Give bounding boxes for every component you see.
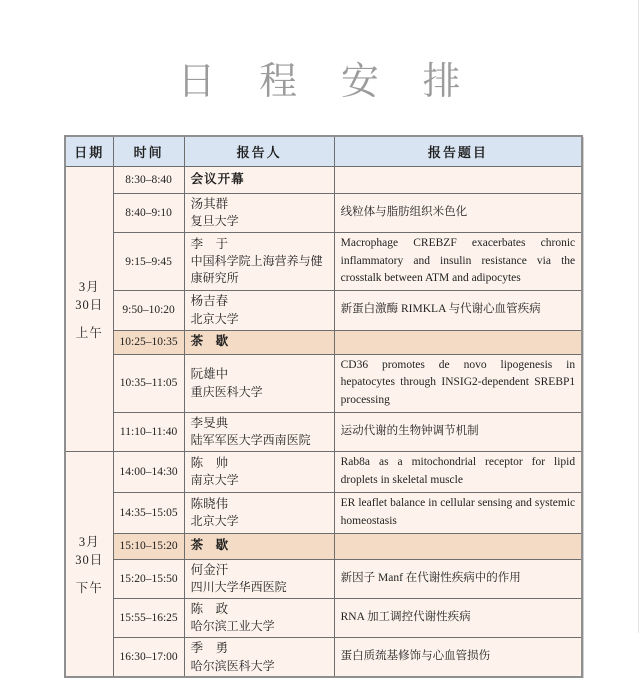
talk-row <box>65 598 582 637</box>
header-title: 报告题目 <box>334 136 582 166</box>
talk-row <box>65 412 582 451</box>
speaker-cell <box>184 598 334 637</box>
header-date: 日期 <box>65 136 113 166</box>
header-row <box>65 136 582 166</box>
time-cell: 8:30–8:40 <box>113 166 184 193</box>
speaker-affiliation: 复旦大学 <box>190 214 239 228</box>
speaker-affiliation: 北京大学 <box>190 311 239 326</box>
talk-title-cell <box>334 166 582 193</box>
talk-title-cell: 新因子 Manf 在代谢性疾病中的作用 <box>334 559 582 598</box>
opening-row <box>65 166 582 193</box>
talk-title-cell: RNA 加工调控代谢性疾病 <box>334 598 582 637</box>
speaker-cell <box>184 559 334 598</box>
time-cell: 15:55–16:25 <box>113 598 184 637</box>
tea-break-row <box>65 533 582 559</box>
schedule-table <box>64 135 583 678</box>
talk-row <box>65 492 582 533</box>
talk-title-cell: 线粒体与脂肪组织米色化 <box>334 193 582 232</box>
speaker-name: 会议开幕 <box>190 171 245 186</box>
speaker-affiliation: 北京大学 <box>190 514 239 529</box>
talk-title-cell: 蛋白质巯基修饰与心血管损伤 <box>334 638 582 678</box>
talk-title-cell: Macrophage CREBZF exacerbates chronic inflammatory and insulin resistance via the crosstalk between ATM and adipocytes <box>334 232 582 290</box>
speaker-affiliation: 中国科学院上海营养与健康研究所 <box>190 254 323 286</box>
talk-row <box>65 354 582 412</box>
speaker-affiliation: 哈尔滨医科大学 <box>190 658 275 673</box>
time-cell: 11:10–11:40 <box>113 412 184 451</box>
speaker-cell <box>184 533 334 559</box>
talk-row <box>65 232 582 290</box>
time-cell: 16:30–17:00 <box>113 638 184 678</box>
speaker-cell <box>184 166 334 193</box>
talk-row <box>65 291 582 330</box>
speaker-cell <box>184 492 334 533</box>
speaker-name: 李 于 <box>190 236 229 251</box>
time-cell: 9:50–10:20 <box>113 291 184 330</box>
date-cell <box>65 166 113 452</box>
speaker-affiliation: 重庆医科大学 <box>190 384 263 399</box>
time-cell: 14:00–14:30 <box>113 452 184 493</box>
header-time: 时间 <box>113 136 184 166</box>
speaker-name: 茶 歇 <box>190 538 229 553</box>
speaker-name: 季 勇 <box>190 641 229 656</box>
talk-title-cell: Rab8a as a mitochondrial receptor for lipid droplets in skeletal muscle <box>334 452 582 493</box>
header-speaker: 报告人 <box>184 136 334 166</box>
date-cell <box>65 452 113 678</box>
talk-row <box>65 638 582 678</box>
talk-title-cell <box>334 330 582 354</box>
speaker-name: 茶 歇 <box>190 334 229 349</box>
time-cell: 9:15–9:45 <box>113 232 184 290</box>
speaker-affiliation: 南京大学 <box>190 473 239 488</box>
speaker-name: 陈 帅 <box>190 455 229 470</box>
speaker-cell <box>184 412 334 451</box>
talk-title-cell <box>334 533 582 559</box>
page-title: 日 程 安 排 <box>177 61 478 103</box>
speaker-name: 阮雄中 <box>190 367 229 382</box>
time-cell: 8:40–9:10 <box>113 193 184 232</box>
speaker-cell <box>184 354 334 412</box>
time-cell: 15:10–15:20 <box>113 533 184 559</box>
speaker-name: 杨吉春 <box>190 294 229 309</box>
speaker-name: 陈晓伟 <box>190 496 229 511</box>
time-cell: 15:20–15:50 <box>113 559 184 598</box>
date-line: 上午 <box>75 325 103 340</box>
speaker-name: 何金汗 <box>190 562 229 577</box>
speaker-name: 李旻典 <box>190 415 229 430</box>
talk-title-cell: 新蛋白激酶 RIMKLA 与代谢心血管疾病 <box>334 291 582 330</box>
speaker-cell <box>184 291 334 330</box>
speaker-cell <box>184 232 334 290</box>
time-cell: 14:35–15:05 <box>113 492 184 533</box>
date-line: 下午 <box>75 581 103 596</box>
talk-title-cell: 运动代谢的生物钟调节机制 <box>334 412 582 451</box>
speaker-name: 陈 政 <box>190 601 229 616</box>
speaker-affiliation: 四川大学华西医院 <box>190 580 287 595</box>
talk-title-cell: ER leaflet balance in cellular sensing and systemic homeostasis <box>334 492 582 533</box>
time-cell: 10:25–10:35 <box>113 330 184 354</box>
speaker-name: 汤其群 <box>190 196 229 211</box>
speaker-affiliation: 陆军军医大学西南医院 <box>190 433 311 448</box>
talk-row <box>65 193 582 232</box>
speaker-cell <box>184 330 334 354</box>
speaker-cell <box>184 638 334 678</box>
speaker-affiliation: 哈尔滨工业大学 <box>190 619 275 634</box>
speaker-cell <box>184 193 334 232</box>
speaker-cell <box>184 452 334 493</box>
time-cell: 10:35–11:05 <box>113 354 184 412</box>
talk-row <box>65 559 582 598</box>
talk-title-cell: CD36 promotes de novo lipogenesis in hepatocytes through INSIG2-dependent SREBP1 processing <box>334 354 582 412</box>
talk-row <box>65 452 582 493</box>
date-line: 3月30日 <box>75 279 104 312</box>
tea-break-row <box>65 330 582 354</box>
date-line: 3月30日 <box>75 535 104 568</box>
